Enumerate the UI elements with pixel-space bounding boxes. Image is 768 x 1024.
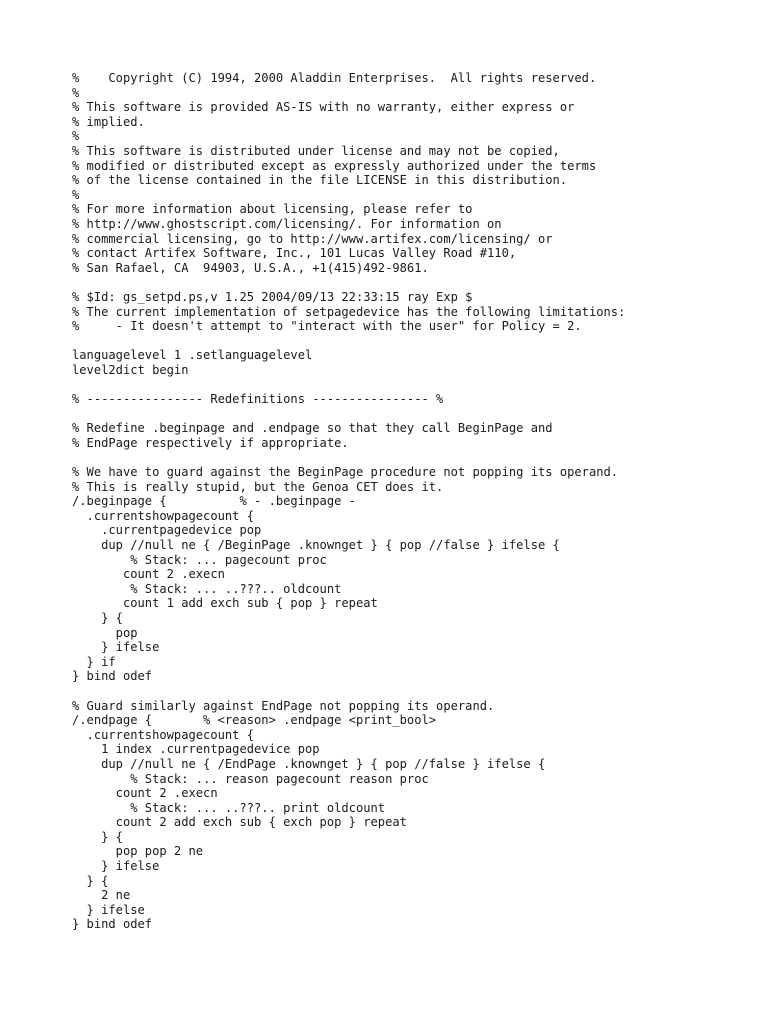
code-line: % Guard similarly against EndPage not popping its operand. <box>72 698 495 713</box>
code-line: % San Rafael, CA 94903, U.S.A., +1(415)492-9861. <box>72 260 429 275</box>
code-line <box>72 450 752 465</box>
code-line: % The current implementation of setpagedevice has the following limitations: <box>72 304 626 319</box>
code-line: pop <box>72 625 138 640</box>
code-line: level2dict begin <box>72 362 189 377</box>
code-line: % <box>72 187 80 202</box>
code-line: % This software is provided AS-IS with no warranty, either express or <box>72 100 575 115</box>
code-line: pop pop 2 ne <box>72 844 204 859</box>
code-line: % implied. <box>72 114 145 129</box>
postscript-source <box>72 71 752 932</box>
code-line: % modified or distributed except as expressly authorized under the terms <box>72 158 597 173</box>
code-line: } bind odef <box>72 917 153 932</box>
code-line: % Copyright (C) 1994, 2000 Aladdin Enterprises. All rights reserved. <box>72 71 597 85</box>
code-line: } ifelse <box>72 902 145 917</box>
code-line <box>72 334 752 349</box>
code-line: % Redefine .beginpage and .endpage so that they call BeginPage and <box>72 421 553 436</box>
code-line: dup //null ne { /BeginPage .knownget } { pop //false } ifelse { <box>72 538 560 552</box>
code-line: % EndPage respectively if appropriate. <box>72 435 349 450</box>
code-line: } bind odef <box>72 669 153 684</box>
code-line: % of the license contained in the file LICENSE in this distribution. <box>72 173 568 188</box>
code-line: % contact Artifex Software, Inc., 101 Lucas Valley Road #110, <box>72 246 517 261</box>
code-line: /.endpage { % <reason> .endpage <print_bool> <box>72 713 437 728</box>
code-line: % We have to guard against the BeginPage procedure not popping its operand. <box>72 465 619 480</box>
code-line: } { <box>72 610 123 625</box>
code-line: .currentshowpagecount { <box>72 727 255 742</box>
code-line <box>72 407 752 422</box>
code-line: } { <box>72 873 109 888</box>
code-line: % For more information about licensing, please refer to <box>72 202 473 217</box>
code-line: % http://www.ghostscript.com/licensing/. For information on <box>72 216 502 231</box>
code-line: % <box>72 85 80 100</box>
code-line: % commercial licensing, go to http://www.artifex.com/licensing/ or <box>72 231 553 246</box>
code-line: % This software is distributed under license and may not be copied, <box>72 143 560 158</box>
code-line <box>72 684 752 699</box>
code-line: } { <box>72 829 123 844</box>
code-line: count 1 add exch sub { pop } repeat <box>72 596 378 611</box>
code-line: } ifelse <box>72 640 160 655</box>
code-line: % - It doesn't attempt to "interact with the user" for Policy = 2. <box>72 319 582 334</box>
code-line: } if <box>72 654 116 669</box>
code-line: count 2 .execn <box>72 786 218 801</box>
code-line <box>72 275 752 290</box>
code-line: % ---------------- Redefinitions ---------------- % <box>72 392 444 407</box>
code-line: .currentshowpagecount { <box>72 508 255 523</box>
code-line: languagelevel 1 .setlanguagelevel <box>72 348 313 363</box>
code-line <box>72 377 752 392</box>
code-line: .currentpagedevice pop <box>72 523 262 538</box>
code-line: 2 ne <box>72 888 131 903</box>
code-line: count 2 .execn <box>72 567 225 582</box>
code-line: } ifelse <box>72 859 160 874</box>
code-line: % <box>72 129 80 144</box>
code-line: /.beginpage { % - .beginpage - <box>72 494 356 509</box>
code-line: % Stack: ... reason pagecount reason proc <box>72 771 429 786</box>
code-line: % This is really stupid, but the Genoa CET does it. <box>72 479 444 494</box>
code-line: dup //null ne { /EndPage .knownget } { pop //false } ifelse { <box>72 756 546 771</box>
code-line: % Stack: ... ..???.. print oldcount <box>72 800 386 815</box>
code-line: 1 index .currentpagedevice pop <box>72 742 320 757</box>
code-line: count 2 add exch sub { exch pop } repeat <box>72 815 407 830</box>
code-line: % $Id: gs_setpd.ps,v 1.25 2004/09/13 22:33:15 ray Exp $ <box>72 289 473 304</box>
code-line: % Stack: ... ..???.. oldcount <box>72 581 342 596</box>
code-line: % Stack: ... pagecount proc <box>72 552 327 567</box>
